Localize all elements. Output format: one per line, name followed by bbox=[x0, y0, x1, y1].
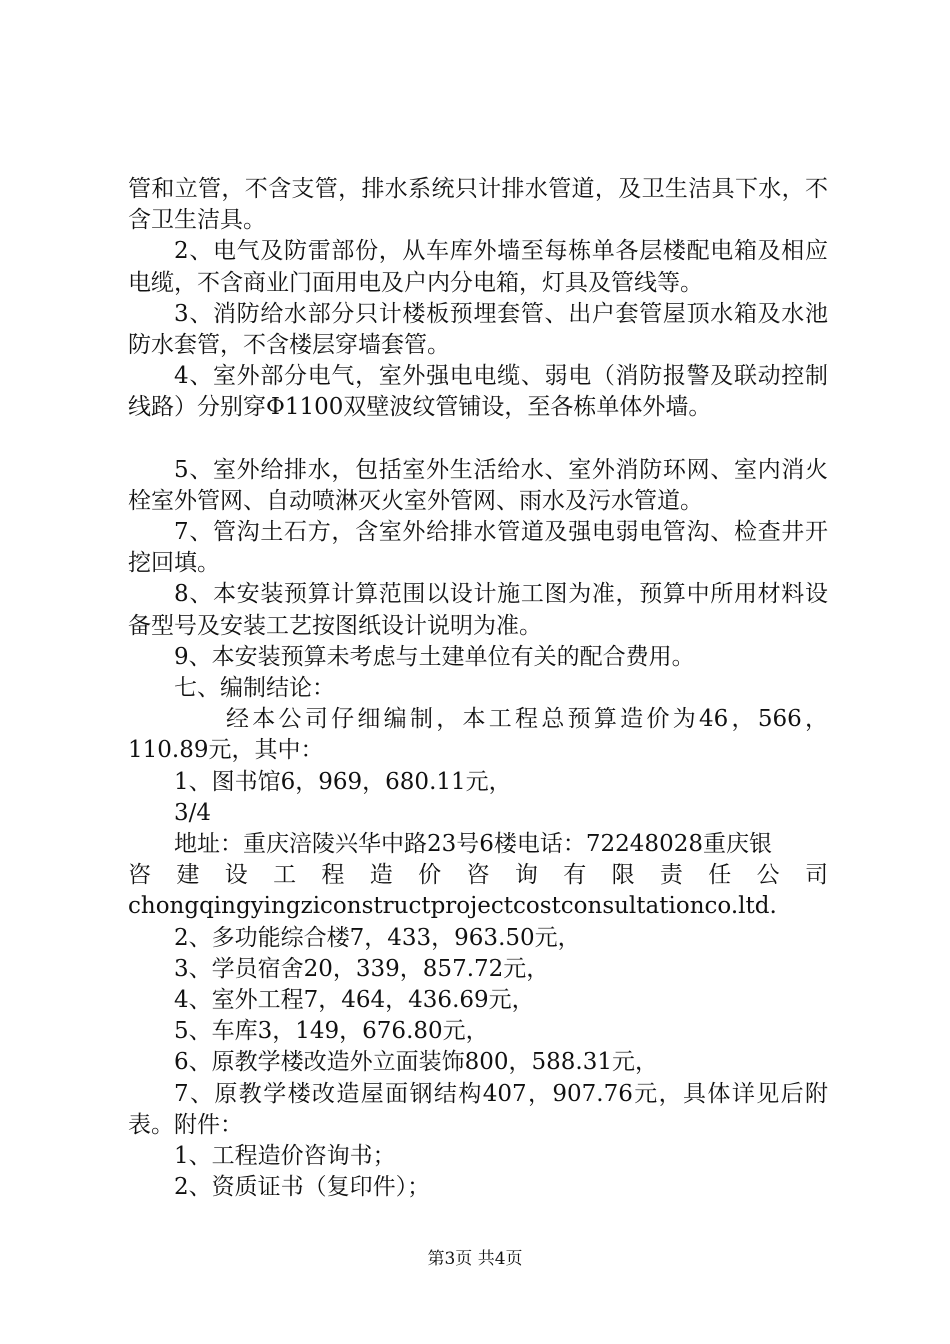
paragraph-electrical: 2、电气及防雷部份，从车库外墙至每栋单各层楼配电箱及相应电缆，不含商业门面用电及户内分电箱，灯具及管线等。 bbox=[128, 238, 828, 296]
list-item-garage: 5、车库3，149，676.80元， bbox=[174, 1018, 489, 1045]
document-body bbox=[128, 174, 828, 1204]
company-name: 咨建设工程造价咨询有限责任公司 bbox=[128, 862, 828, 889]
list-item-outdoor-works: 4、室外工程7，464，436.69元， bbox=[174, 987, 535, 1014]
paragraph-drainage: 管和立管，不含支管，排水系统只计排水管道，及卫生洁具下水，不含卫生洁具。 bbox=[128, 176, 828, 234]
paragraph-scope: 8、本安装预算计算范围以设计施工图为准，预算中所用材料设备型号及安装工艺按图纸设计说明为准。 bbox=[128, 581, 828, 639]
paragraph-total-cost: 经本公司仔细编制，本工程总预算造价为46，566，110.89元，其中： bbox=[128, 706, 828, 764]
paragraph-trench-earthwork: 7、管沟土石方，含室外给排水管道及强电弱电管沟、检查井开挖回填。 bbox=[128, 519, 828, 577]
company-address: 地址：重庆涪陵兴华中路23号6楼电话：72248028重庆银 bbox=[174, 831, 772, 858]
paragraph-outdoor-electrical: 4、室外部分电气，室外强电电缆、弱电（消防报警及联动控制线路）分别穿Φ1100双壁波纹管铺设，至各栋单体外墙。 bbox=[128, 363, 828, 421]
attachment-item-consulting-report: 1、工程造价咨询书； bbox=[174, 1143, 396, 1170]
list-item-roof-steel-structure: 7、原教学楼改造屋面钢结构407，907.76元，具体详见后附表。附件： bbox=[128, 1080, 828, 1138]
list-item-dormitory: 3、学员宿舍20，339，857.72元， bbox=[174, 955, 550, 982]
paragraph-fire-water: 3、消防给水部分只计楼板预埋套管、出户套管屋顶水箱及水池防水套管，不含楼层穿墙套管。 bbox=[128, 300, 828, 359]
list-item-facade-renovation: 6、原教学楼改造外立面装饰800，588.31元， bbox=[174, 1049, 659, 1076]
list-item-multipurpose-building: 2、多功能综合楼7，433，963.50元， bbox=[174, 924, 581, 951]
page-footer: 第3页 共4页 bbox=[427, 1249, 523, 1269]
company-name-english: chongqingyingziconstructprojectcostconsultationco.ltd. bbox=[128, 893, 777, 920]
paragraph-coordination-fees: 9、本安装预算未考虑与土建单位有关的配合费用。 bbox=[174, 643, 695, 670]
blank-line bbox=[128, 424, 828, 455]
page-fraction-marker: 3/4 bbox=[174, 799, 212, 826]
attachment-item-qualification-certificate: 2、资质证书（复印件）； bbox=[174, 1174, 431, 1201]
section-heading-conclusion: 七、编制结论： bbox=[174, 675, 335, 702]
list-item-library: 1、图书馆6，969，680.11元， bbox=[174, 768, 512, 795]
paragraph-outdoor-water: 5、室外给排水，包括室外生活给水、室外消防环网、室内消火栓室外管网、自动喷淋灭火室外管网、雨水及污水管道。 bbox=[128, 456, 828, 514]
